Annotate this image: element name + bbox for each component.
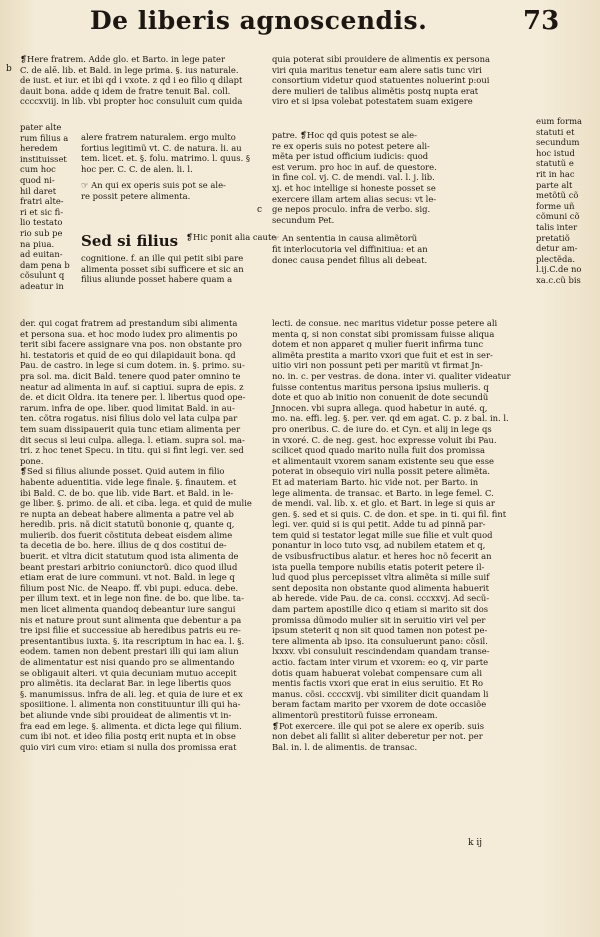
- gloss-line: lio testato: [20, 217, 63, 228]
- text-line: re ex operis suis no potest petere ali-: [272, 140, 430, 151]
- text-line: viro et si ipsa volebat potestatem suam exigere: [272, 96, 473, 107]
- text-line: rarum. infra de ope. liber. quod limitat Bald. in au-: [20, 402, 235, 413]
- text-line: promissa dũmodo mulier sit in seruitio viri vel per: [272, 614, 486, 625]
- column-left-top: [20, 54, 242, 107]
- text-line: C. de alē. lib. et Bald. in lege prima. §. ius naturale.: [20, 64, 239, 75]
- gloss-line: cõsulunt q: [20, 270, 65, 281]
- text-line: et alimentauit vxorem sanam existente seu que esse: [272, 455, 494, 466]
- text-line: se obligauit alteri. vt quia decuniam mutuo accepit: [20, 667, 237, 678]
- text-line: fra ead em lege. §. alimenta. et dicta lege qui filium.: [20, 720, 242, 731]
- text-line: tri. z hoc tenet Specu. in titu. qui si fint legi. ver. sed: [20, 445, 244, 456]
- text-line: eodem. tamen non debent prestari illi qui iam aliun: [20, 646, 239, 657]
- text-line: hoc per. C. C. de alen. li. l.: [81, 163, 193, 174]
- text-line: nis et nature prout sunt alimenta que debentur a pa: [20, 614, 242, 625]
- gloss-line: plectẽda.: [536, 253, 576, 264]
- text-line: filium post Nic. de Neapo. ff. vbi pupi. educa. debe.: [20, 582, 239, 593]
- gloss-line: xa.c.cũ bis: [536, 274, 581, 285]
- text-line: actio. factam inter virum et vxorem: eo q, vir parte: [272, 657, 489, 667]
- question-rubric: ☞ An sententia in causa alimẽtorũ: [272, 233, 418, 244]
- gloss-right: [536, 116, 582, 286]
- text-line: in fine col. vj. C. de mendi. val. l. j. lib.: [272, 172, 435, 183]
- text-line: alimẽta prestita a marito vxori que fuit et est in ser-: [272, 349, 493, 360]
- text-line: legi. ver. quid si is qui petit. Adde tu ad pinnã par-: [272, 519, 486, 530]
- text-line: de iust. et iur. et ibi qd i vxote. z qd i eo filio q dilapt: [20, 75, 243, 86]
- lemma-note: [186, 232, 276, 243]
- gloss-line: rio sub pe: [20, 227, 63, 238]
- text-line: mulierib. dos fuerit cõstituta debeat eisdem alime: [20, 529, 233, 540]
- text-line: heredib. pris. nã dicit statutũ bononie q, quante q,: [20, 519, 235, 530]
- text-line: de mendi. val. lib. x. et glo. et Bart. in lege si quis ar: [272, 498, 495, 509]
- text-line: beram factam marito per vxorem de dote occasiõe: [272, 699, 487, 710]
- gloss-line: hil daret: [20, 185, 57, 196]
- text-line: ibi Bald. C. de bo. que lib. vide Bart. et Bald. in le-: [20, 487, 234, 498]
- text-line: re nupta an debeat habere alimenta a patre vel ab: [20, 508, 234, 519]
- text-line: uitio viri non possunt peti per maritũ vt firmat Jn-: [272, 360, 483, 371]
- text-line: ❡Sed si filius aliunde posset. Quid autem in filio: [20, 466, 225, 477]
- text-line: est verum. pro hoc in auf. de questore.: [272, 161, 437, 172]
- text-line: presentantibus iuxta. §. ita rescriptum in hac ea. l. §.: [20, 635, 245, 646]
- text-line: lege alimenta. de transac. et Barto. in lege femel. C.: [272, 487, 494, 498]
- text-line: cum ibi not. et ideo filia postq erit nupta et in obse: [20, 731, 236, 742]
- column-right-top: [272, 54, 490, 107]
- column-right-main: [272, 318, 510, 752]
- text-line: ❡Here fratrem. Adde glo. et Barto. in lege pater: [20, 54, 225, 64]
- text-line: alimenta posset sibi sufficere et sic an: [81, 263, 244, 274]
- gloss-line: na piua.: [20, 238, 55, 249]
- text-line: habente aduentitia. vide lege finale. §. finautem. et: [20, 476, 237, 487]
- text-line: dote et quo ab initio non conuenit de dote secundũ: [272, 392, 489, 403]
- gloss-line: parte alt: [536, 179, 573, 190]
- text-line: fuisse contentus maritus persona ipsius mulieris. q: [272, 381, 489, 392]
- column-left-inset: [81, 132, 250, 202]
- text-line: menta q, si non constat sibi promissam fuisse aliqua: [272, 328, 495, 339]
- column-left-main: [20, 318, 252, 752]
- text-line: tem quid si testator legat mille sue filie et vult quod: [272, 529, 493, 540]
- gloss-line: ad euitan-: [20, 249, 63, 260]
- text-line: dauit bona. adde q idem de fratre tenuit Bal. coll.: [20, 85, 231, 96]
- text-line: alimentorũ prestitorũ fuisse erroneam.: [272, 709, 438, 720]
- question-rubric: ☞ An qui ex operis suis pot se ale-: [81, 180, 226, 191]
- text-line: lecti. de consue. nec maritus videtur posse petere ali: [272, 318, 498, 328]
- text-line: Et ad materiam Barto. hic vide not. per Barto. in: [272, 476, 479, 487]
- text-line: dam partem apostille dico q etiam si marito sit dos: [272, 604, 489, 615]
- text-line: per illum text. et in lege non fine. de bo. que libe. ta-: [20, 593, 244, 604]
- text-line: sent deposita non obstante quod alimenta habuerit: [272, 582, 489, 593]
- text-line: re possit petere alimenta.: [81, 190, 191, 201]
- text-line: pra sol. ma. dicit Bald. tenere quod pater omnino te: [20, 370, 241, 381]
- text-line: mo. na. effi. leg. §. per. ver. qd em agat. C. p. z bal. in. l.: [272, 413, 509, 424]
- lemma-heading: Sed si filius: [81, 232, 179, 250]
- gloss-line: eum forma: [536, 116, 583, 126]
- text-line: §. manumissus. infra de ali. leg. et quia de iure et ex: [20, 688, 243, 699]
- text-line: lud quod plus percepisset vltra alimẽta si mille suif: [272, 572, 490, 583]
- text-line: quia poterat sibi prouidere de alimentis ex persona: [272, 54, 490, 64]
- text-line: donec causa pendet filius ali debeat.: [272, 254, 428, 265]
- text-line: ista puella tempore nubilis etatis poterit petere il-: [272, 561, 485, 572]
- text-line: et persona sua. et hoc modo iudex pro alimentis po: [20, 328, 238, 339]
- gloss-line: ri et sic fi-: [20, 206, 64, 217]
- gloss-line: quod ni-: [20, 174, 55, 185]
- text-line: tre ipsi filie et successiue ab heredibus patris eu re-: [20, 625, 241, 636]
- gloss-line: forme uñ: [536, 200, 575, 211]
- gloss-line: instituisset: [20, 153, 67, 164]
- text-line: ge nepos proculo. infra de verbo. sig.: [272, 204, 431, 215]
- text-line: pro alimẽtis. ita declarat Bar. in lege libertis quos: [20, 678, 232, 689]
- text-line: bet aliunde vnde sibi prouideat de alimentis vt in-: [20, 709, 232, 720]
- text-line: non debet ali fallit si aliter deberetur per not. per: [272, 731, 483, 742]
- text-line: ta decetia de bo. here. illius de q dos costitui de-: [20, 540, 227, 551]
- text-line: alere fratrem naturalem. ergo multo: [81, 132, 236, 142]
- note-letter-b: b: [6, 64, 12, 74]
- gloss-line: l.ij.C.de no: [536, 264, 582, 275]
- gloss-line: secundum: [536, 137, 580, 148]
- note-letter-c: c: [257, 205, 263, 215]
- text-line: pone.: [20, 455, 44, 466]
- text-line: fit interlocutoria vel diffinitiua: et an: [272, 243, 428, 254]
- folio-number: 73: [523, 6, 560, 36]
- text-line: viri quia maritus tenetur eam alere satis tunc viri: [272, 64, 482, 75]
- text-line: beant prestari arbitrio coniunctorũ. dico quod illud: [20, 561, 238, 572]
- gloss-line: detur am-: [536, 243, 578, 254]
- text-line: Bal. in. l. de alimentis. de transac.: [272, 741, 418, 752]
- gloss-line: pretatiõ: [536, 232, 570, 243]
- text-line: dotis quam habuerat volebat compensare cum ali: [272, 667, 483, 678]
- gloss-line: talis inter: [536, 221, 578, 232]
- text-line: pro oneribus. C. de iure do. et Cyn. et alij in lege qs: [272, 423, 492, 434]
- text-line: ab herede. vide Pau. de ca. consi. cccxxvj. Ad secũ-: [272, 593, 490, 604]
- gloss-line: metõtũ cõ: [536, 190, 579, 201]
- text-line: neatur ad alimenta in auf. si captiui. supra de epis. z: [20, 381, 244, 392]
- text-line: no. in. c. per vestras. de dona. inter vi. qualiter videatur: [272, 370, 511, 381]
- text-line: etiam erat de iure communi. vt not. Bald. in lege q: [20, 572, 235, 583]
- text-line: cognitione. f. an ille qui petit sibi pare: [81, 253, 244, 263]
- text-line: terit sibi facere assignare vna pos. non obstante pro: [20, 339, 242, 350]
- text-line: men licet alimenta quandoq debeantur iure sangui: [20, 604, 236, 615]
- text-line: gen. §. sed et si quis. C. de don. et spe. in ti. qui fil. fint: [272, 508, 507, 519]
- text-line: ge liber. §. primo. de ali. et ciba. lega. et quid de mulie: [20, 498, 252, 509]
- gloss-line: rum filius a: [20, 132, 69, 143]
- text-line: lxxxv. vbi consuluit rescindendam quandam transe-: [272, 646, 490, 657]
- column-right-inset: [272, 130, 437, 265]
- text-line: scilicet quod quado marito nulla fuit dos promissa: [272, 445, 485, 456]
- text-line: sposiitione. l. alimenta non constituuntur illi qui ha-: [20, 699, 241, 710]
- text-line: xj. et hoc intellige si honeste posset se: [272, 182, 436, 193]
- gloss-line: adeatur in: [20, 280, 64, 291]
- text-line: secundum Pet.: [272, 214, 335, 225]
- gloss-line: rit in hac: [536, 168, 575, 179]
- text-line: dit secus si leui culpa. allega. l. etiam. supra sol. ma-: [20, 434, 245, 445]
- text-line: tem suam dissipauerit quia tunc etiam alimenta per: [20, 423, 241, 434]
- gloss-line: hoc istud: [536, 147, 575, 158]
- text-line: quio viri cum viro: etiam si nulla dos promissa erat: [20, 741, 237, 752]
- text-line: consortium videtur quod statuentes noluerint p:oui: [272, 75, 490, 86]
- text-line: dotem et non apparet q mulier fuerit infirma tunc: [272, 339, 484, 350]
- text-line: tere alimenta ab ipso. ita consuluerunt pano: cõsil.: [272, 635, 488, 646]
- text-line: Pau. de castro. in lege si cum dotem. in. §. primo. su-: [20, 360, 245, 371]
- text-line: de vsibusfructibus alatur. et heres hoc nõ fecerit an: [272, 551, 492, 562]
- gloss-line: cum hoc: [20, 164, 56, 175]
- gloss-left: [20, 122, 70, 292]
- text-line: filius aliunde posset habere quam a: [81, 274, 233, 285]
- text-line: poterat in obsequio viri nulla possit petere alimẽta.: [272, 466, 491, 477]
- gloss-line: cõmuni cõ: [536, 211, 580, 222]
- text-line: ❡Pot exercere. ille qui pot se alere ex operib. suis: [272, 720, 485, 731]
- text-line: in vxoré. C. de neg. gest. hoc expresse voluit ibi Pau.: [272, 434, 497, 445]
- text-line: de alimentatur est nisi quando pro se alimentando: [20, 657, 235, 667]
- text-line: Jnnocen. vbi supra allega. quod habetur in auté. q,: [272, 402, 488, 413]
- text-line: fortius legitimũ vt. C. de natura. li. au: [81, 142, 242, 153]
- text-line: hi. testatoris et quid de eo qui dilapidauit bona. qd: [20, 349, 236, 360]
- text-line: ipsum steterit q non sit quod tamen non potest pe-: [272, 625, 488, 636]
- text-line: patre. ❡Hoc qd quis potest se ale-: [272, 130, 417, 140]
- text-line: ponantur in loco tuto vsq, ad nubilem etatem et q,: [272, 540, 486, 551]
- text-line: manus. cõsi. ccccxvij. vbi similiter dicit quandam li: [272, 688, 489, 699]
- gloss-line: heredem: [20, 143, 58, 154]
- text-line: mẽta per istud officium iudicis: quod: [272, 151, 429, 162]
- text-line: de. et dicit Oldra. ita tenere per. l. libertus quod ope-: [20, 392, 246, 403]
- text-line: dere mulieri de talibus alimẽtis postq nupta erat: [272, 85, 479, 96]
- gloss-line: statuti et: [536, 126, 575, 137]
- gloss-line: pater alte: [20, 122, 62, 132]
- text-line: tem. licet. et. §. folu. matrimo. l. quus. §: [81, 153, 251, 164]
- running-head: De liberis agnoscendis.: [90, 6, 428, 35]
- text-line: exercere illam artem alias secus: vt le-: [272, 193, 437, 204]
- gloss-line: dam pena b: [20, 259, 70, 270]
- text-line: buerit. et vltra dicit statutum quod ista alimenta de: [20, 551, 239, 562]
- text-line: ccccxviij. in lib. vbi propter hoc consuluit cum quida: [20, 96, 243, 107]
- catchword: k ij: [468, 838, 482, 848]
- text-line: ten. cõtra rogatus. nisi filius dolo vel lata culpa par: [20, 413, 238, 424]
- text-line: mentis factis vxori que erat in eius seruitio. Et Ro: [272, 678, 484, 689]
- column-left-inset-b: [81, 253, 244, 285]
- text-line: der. qui cogat fratrem ad prestandum sibi alimenta: [20, 318, 238, 328]
- gloss-line: statutũ e: [536, 158, 574, 169]
- gloss-line: fratri alte-: [20, 196, 64, 207]
- text-line: ❡Hic ponit alia caute: [186, 232, 277, 242]
